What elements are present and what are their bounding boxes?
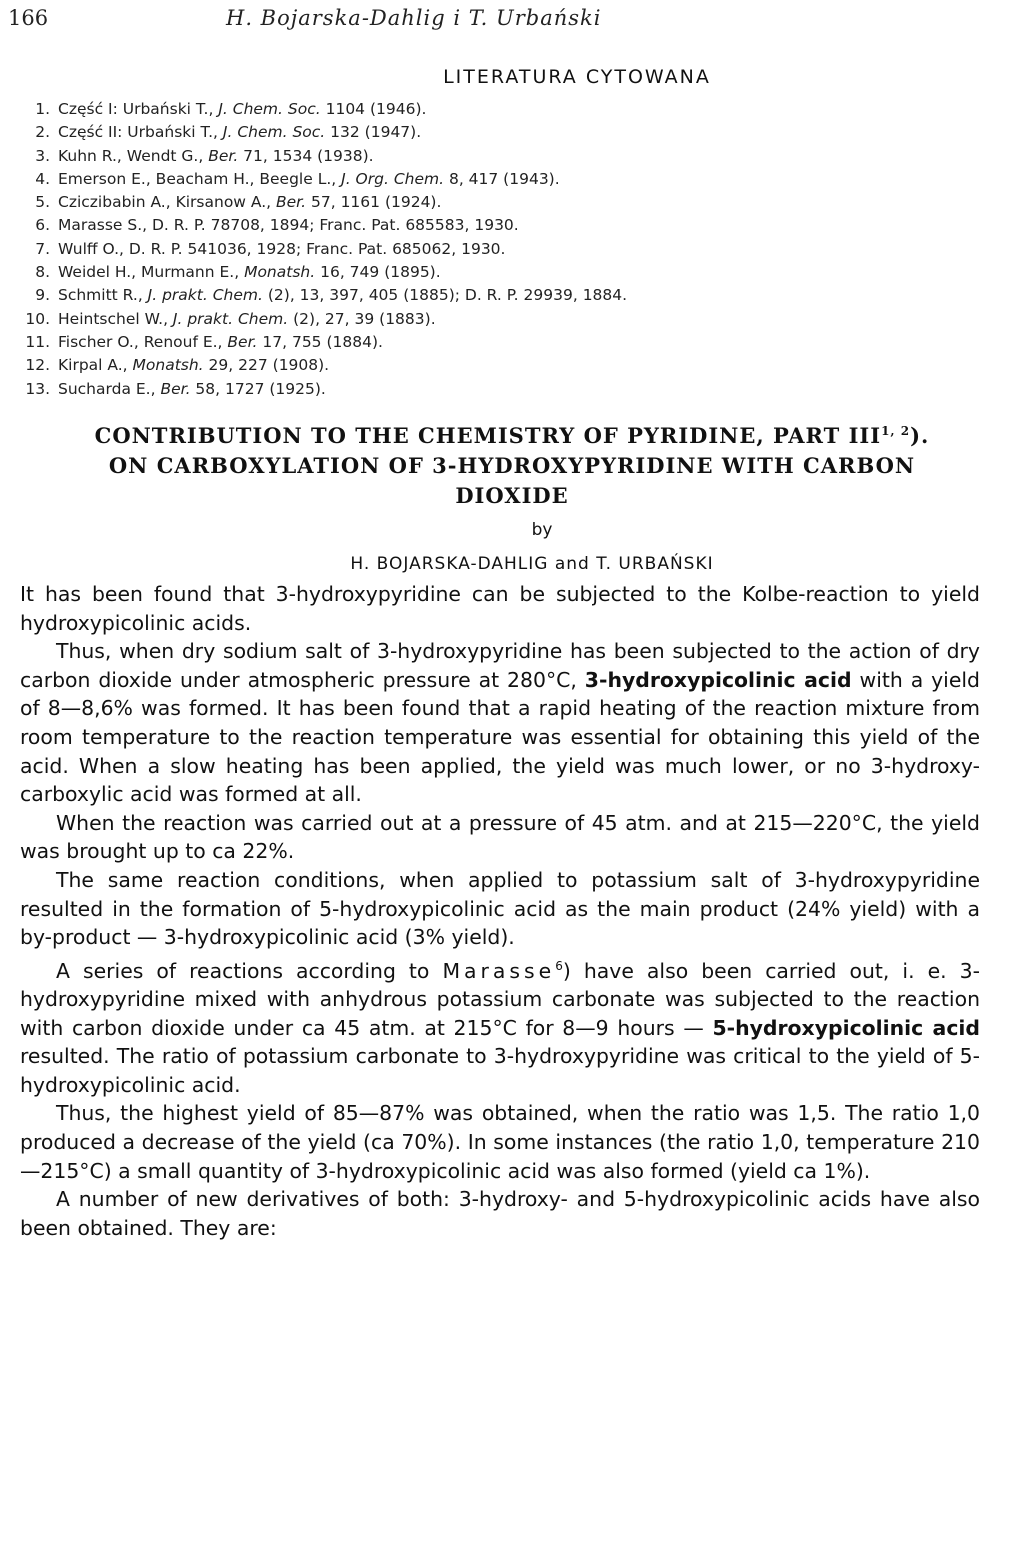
paragraph-5: A series of reactions according to Marasse$^6$) have also been carried out, i. e. 3-hydroxypyridine mixed with anhydrous potassium carbonate was subjected to the reaction with carbon dioxide under ca 45 atm. at 215°C for 8—9 hours — 5-hydroxypicolinic acid resulted. The ratio of potassium carbonate to 3-hydroxypyridine was critical to the yield of 5-hydroxypicolinic acid. [20, 958, 981, 1097]
references-heading: LITERATURA CYTOWANA [443, 66, 711, 88]
paragraph-7: A number of new derivatives of both: 3-hydroxy- and 5-hydroxypicolinic acids have also been obtained. They are: [20, 1187, 980, 1240]
reference-item: 8. Weidel H., Murmann E., Monatsh. 16, 749 (1895). [35, 263, 441, 282]
paragraph-1: It has been found that 3-hydroxypyridine can be subjected to the Kolbe-reaction to yield hydroxypicolinic acids. [20, 582, 980, 635]
title-line-2: ON CARBOXYLATION OF 3-HYDROXYPYRIDINE WITH CARBON [108, 453, 916, 478]
reference-item: 10. Heintschel W., J. prakt. Chem. (2), 27, 39 (1883). [25, 309, 436, 328]
author-names: H. BOJARSKA-DAHLIG and T. URBAŃSKI [350, 554, 714, 574]
reference-item: 12. Kirpal A., Monatsh. 29, 227 (1908). [25, 356, 330, 375]
reference-item: 5. Cziczibabin A., Kirsanow A., Ber. 57, 1161 (1924). [35, 193, 442, 212]
by-label: by [531, 520, 553, 540]
paragraph-4: The same reaction conditions, when applied to potassium salt of 3-hydroxypyridine resulted in the formation of 5-hydroxypicolinic acid as the main product (24% yield) with a by-product — 3-hydroxypicolinic acid (3% yield). [20, 867, 980, 950]
article-title [0, 416, 1024, 511]
byline [0, 513, 1024, 581]
title-line-1: CONTRIBUTION TO THE CHEMISTRY OF PYRIDINE, PART III$^{1, 2}$). [94, 423, 930, 448]
running-title: H. Bojarska-Dahlig i T. Urbański [226, 6, 602, 30]
paragraph-2: Thus, when dry sodium salt of 3-hydroxypyridine has been subjected to the action of dry carbon dioxide under atmospheric pressure at 280°C, 3-hydroxypicolinic acid with a yield of 8—8,6% was formed. It has been found that a rapid heating of the reaction mixture from room temperature to the reaction temperature was essential for obtaining this yield of the acid. When a slow heating has been applied, the yield was much lower, or no 3-hydroxy-carboxylic acid was formed at all. [20, 639, 980, 807]
reference-item: 13. Sucharda E., Ber. 58, 1727 (1925). [25, 379, 326, 398]
reference-item: 2. Część II: Urbański T., J. Chem. Soc. 132 (1947). [35, 123, 422, 142]
page-header [8, 6, 1008, 40]
reference-list [12, 98, 1002, 401]
reference-item: 4. Emerson E., Beacham H., Beegle L., J. Org. Chem. 8, 417 (1943). [35, 169, 560, 188]
reference-item: 7. Wulff O., D. R. P. 541036, 1928; Franc. Pat. 685062, 1930. [35, 239, 506, 258]
reference-item: 6. Marasse S., D. R. P. 78708, 1894; Franc. Pat. 685583, 1930. [35, 216, 519, 235]
title-line-3: DIOXIDE [455, 483, 569, 508]
paragraph-6: Thus, the highest yield of 85—87% was obtained, when the ratio was 1,5. The ratio 1,0 produced a decrease of the yield (ca 70%). In some instances (the ratio 1,0, temperature 210—215°C) a small quantity of 3-hydroxypicolinic acid was also formed (yield ca 1%). [20, 1101, 980, 1183]
article-body [20, 580, 980, 1242]
reference-item: 1. Część I: Urbański T., J. Chem. Soc. 1104 (1946). [35, 100, 427, 118]
reference-item: 9. Schmitt R., J. prakt. Chem. (2), 13, 397, 405 (1885); D. R. P. 29939, 1884. [35, 286, 628, 305]
reference-item: 3. Kuhn R., Wendt G., Ber. 71, 1534 (1938). [35, 146, 374, 165]
paragraph-3: When the reaction was carried out at a pressure of 45 atm. and at 215—220°C, the yield was brought up to ca 22%. [20, 810, 980, 864]
title-footnote-ref: 1, 2 [881, 424, 911, 438]
page-number: 166 [8, 6, 49, 30]
reference-item: 11. Fischer O., Renouf E., Ber. 17, 755 (1884). [25, 332, 383, 351]
